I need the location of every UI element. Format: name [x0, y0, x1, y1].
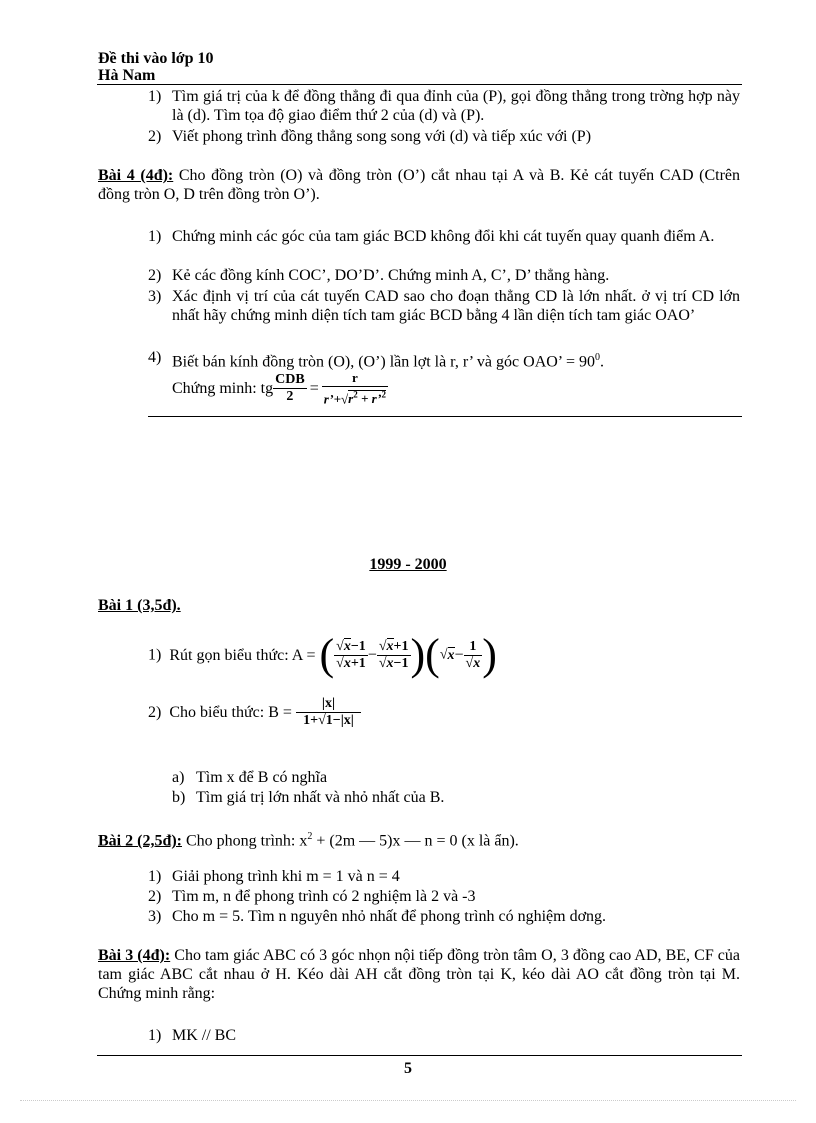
page-edge [20, 1100, 796, 1101]
bai1-item2: 2) Cho biểu thức: B = $\frac{|x|}{1+√1-|x|}$ [148, 696, 361, 729]
fraction-r: $\frac{r}{r’+√r^2 + r’^2}$ [323, 370, 386, 407]
fraction-a2: $\frac{√x+1}{√x-1}$ [378, 638, 409, 671]
document-subtitle: Hà Nam [98, 67, 156, 84]
bai3-intro: Bài 3 (4đ): Cho tam giác ABC có 3 góc nhọn nội tiếp đồng tròn tâm O, 3 đồng cao AD, BE, CF của tam giác ABC cắt nhau ở H. Kéo dài AH cắt đồng tròn tại K, kéo dài AO cắt đồng tròn tại M. Chứng minh rằng: [98, 947, 741, 1002]
bai4-intro: Bài 4 (4đ): Cho đồng tròn (O) và đồng tròn (O’) cắt nhau tại A và B. Kẻ cát tuyến CAD (Ctrên đồng tròn O, D trên đồng tròn O’). [98, 167, 740, 203]
bai2-heading: Bài 2 (2,5đ): [98, 832, 182, 850]
section-rule [148, 416, 742, 417]
fraction-b-expr: $\frac{|x|}{1+√1-|x|}$ [296, 696, 361, 729]
year-heading: 1999 - 2000 [369, 556, 447, 573]
header-rule [97, 84, 742, 85]
bai4-heading: Bài 4 (4đ): [98, 167, 174, 184]
document-title: Đề thi vào lớp 10 [98, 50, 214, 67]
fraction-b: $\frac{1}{√x}$ [465, 638, 481, 671]
bai4-proof-formula: Chứng minh: tg $\frac{\text{CDB}}{2}$ = $\frac{r}{r’+√r^2 + r’^2}$ [172, 370, 386, 407]
footer-rule [97, 1055, 742, 1056]
bai1-item1: 1) Rút gọn biểu thức: A = ( $\frac{√x-1}{√x+1}$ − $\frac{√x+1}{√x-1}$ )(√x− $\frac{1}{√x}$ ) [148, 630, 497, 679]
bai3-heading: Bài 3 (4đ): [98, 947, 171, 964]
bai1-heading: Bài 1 (3,5đ). [98, 597, 181, 614]
fraction-a1: $\frac{√x-1}{√x+1}$ [336, 638, 366, 671]
bai2-intro: Bài 2 (2,5đ): Cho phong trình: $x^2 + (2m$ — 5)x — n = 0 (x là ẩn). [98, 831, 519, 850]
fraction-cdb: $\frac{\text{CDB}}{2}$ [275, 372, 305, 405]
page-number: 5 [404, 1060, 412, 1077]
